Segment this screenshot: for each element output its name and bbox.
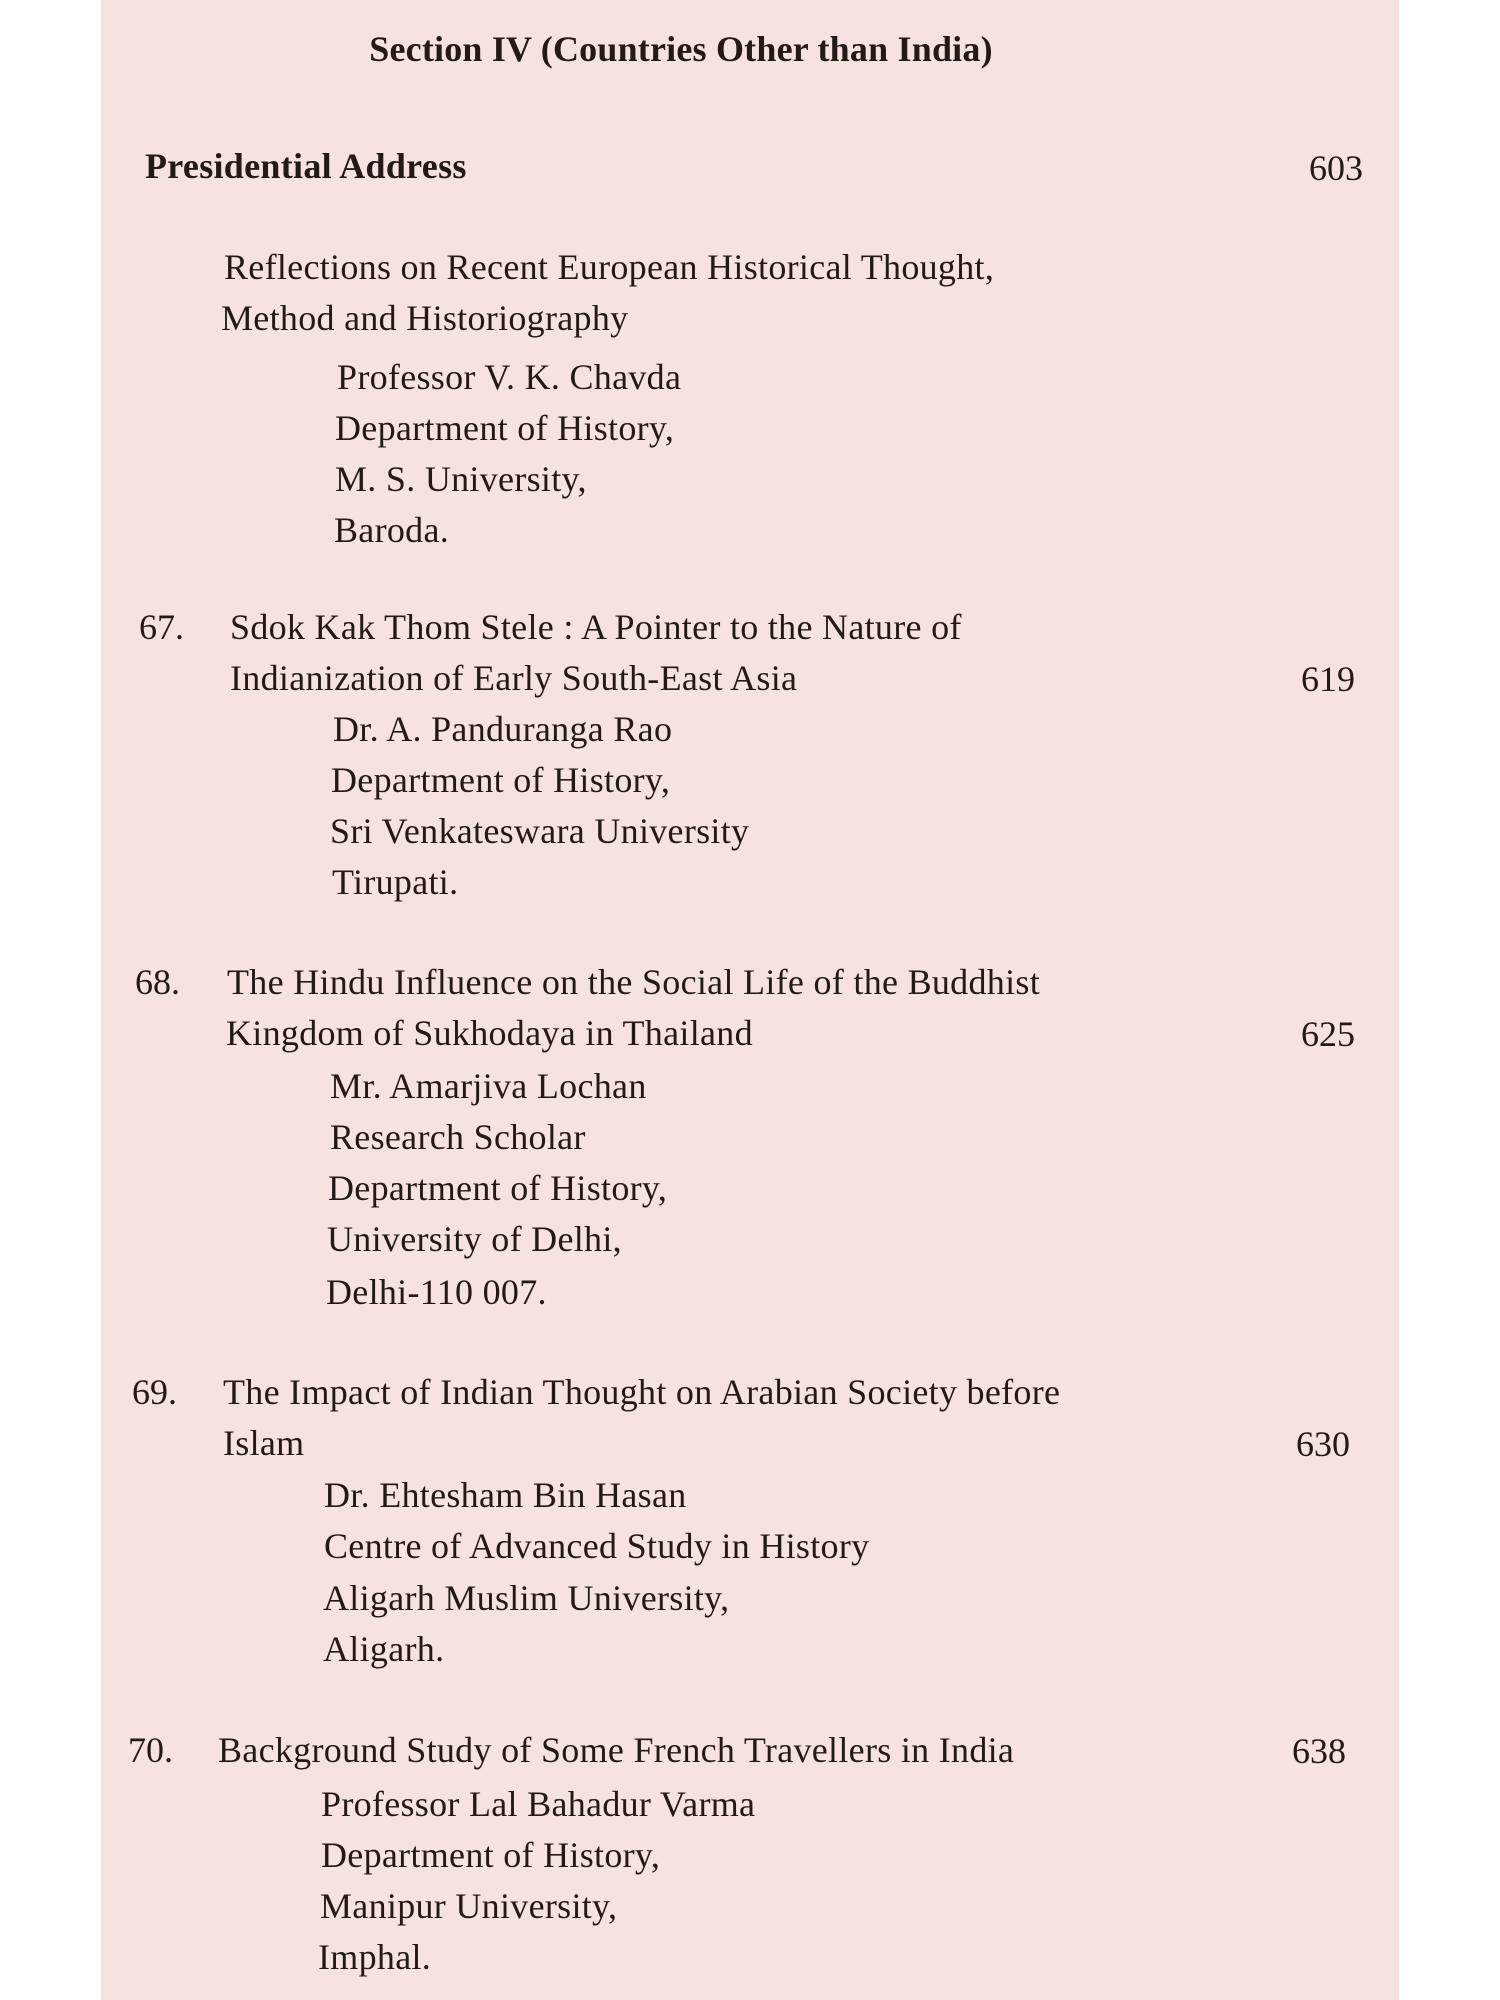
presidential-heading: Presidential Address <box>145 146 467 186</box>
page-number: 630 <box>1296 1424 1350 1464</box>
entry-number: 68. <box>135 962 180 1002</box>
author-line: Imphal. <box>318 1937 432 1977</box>
author-line: Department of History, <box>331 760 671 800</box>
entry-title-line: Background Study of Some French Travellers in India <box>218 1730 1015 1770</box>
entry-number: 70. <box>128 1730 173 1770</box>
author-line: Manipur University, <box>320 1886 618 1926</box>
author-line: Dr. A. Panduranga Rao <box>333 709 673 749</box>
author-line: Department of History, <box>328 1168 668 1208</box>
entry-title-line: Sdok Kak Thom Stele : A Pointer to the Nature of <box>230 607 962 647</box>
entry-number: 67. <box>139 607 184 647</box>
author-line: Dr. Ehtesham Bin Hasan <box>324 1475 687 1515</box>
show-through-text <box>861 140 1241 170</box>
author-line: Aligarh Muslim University, <box>323 1578 730 1618</box>
entry-title-line: The Impact of Indian Thought on Arabian Society before <box>223 1372 1061 1412</box>
author-line: University of Delhi, <box>327 1219 622 1259</box>
entry-title-line: Indianization of Early South-East Asia <box>230 658 798 698</box>
document-page <box>101 0 1399 2000</box>
author-line: Department of History, <box>321 1835 661 1875</box>
page-number: 625 <box>1301 1014 1355 1054</box>
page-number: 619 <box>1301 659 1355 699</box>
author-line: Professor Lal Bahadur Varma <box>321 1784 756 1824</box>
entry-title-line: Kingdom of Sukhodaya in Thailand <box>226 1013 753 1053</box>
entry-title-line: Reflections on Recent European Historical Thought, <box>224 247 995 287</box>
author-line: Aligarh. <box>323 1629 445 1669</box>
author-line: Tirupati. <box>332 862 459 902</box>
author-line: Department of History, <box>335 408 675 448</box>
entry-title-line: Islam <box>223 1423 305 1463</box>
section-title: Section IV (Countries Other than India) <box>369 29 993 69</box>
page-number: 638 <box>1292 1731 1346 1771</box>
entry-title-line: Method and Historiography <box>221 298 629 338</box>
author-line: Baroda. <box>334 510 450 550</box>
author-line: Centre of Advanced Study in History <box>324 1526 870 1566</box>
author-line: Sri Venkateswara University <box>330 811 750 851</box>
author-line: Delhi-110 007. <box>326 1272 547 1312</box>
author-line: M. S. University, <box>335 459 587 499</box>
entry-title-line: The Hindu Influence on the Social Life of the Buddhist <box>227 962 1040 1002</box>
author-line: Mr. Amarjiva Lochan <box>330 1066 647 1106</box>
author-line: Professor V. K. Chavda <box>337 357 682 397</box>
page-number: 603 <box>1309 148 1363 188</box>
entry-number: 69. <box>132 1372 177 1412</box>
author-line: Research Scholar <box>330 1117 586 1157</box>
